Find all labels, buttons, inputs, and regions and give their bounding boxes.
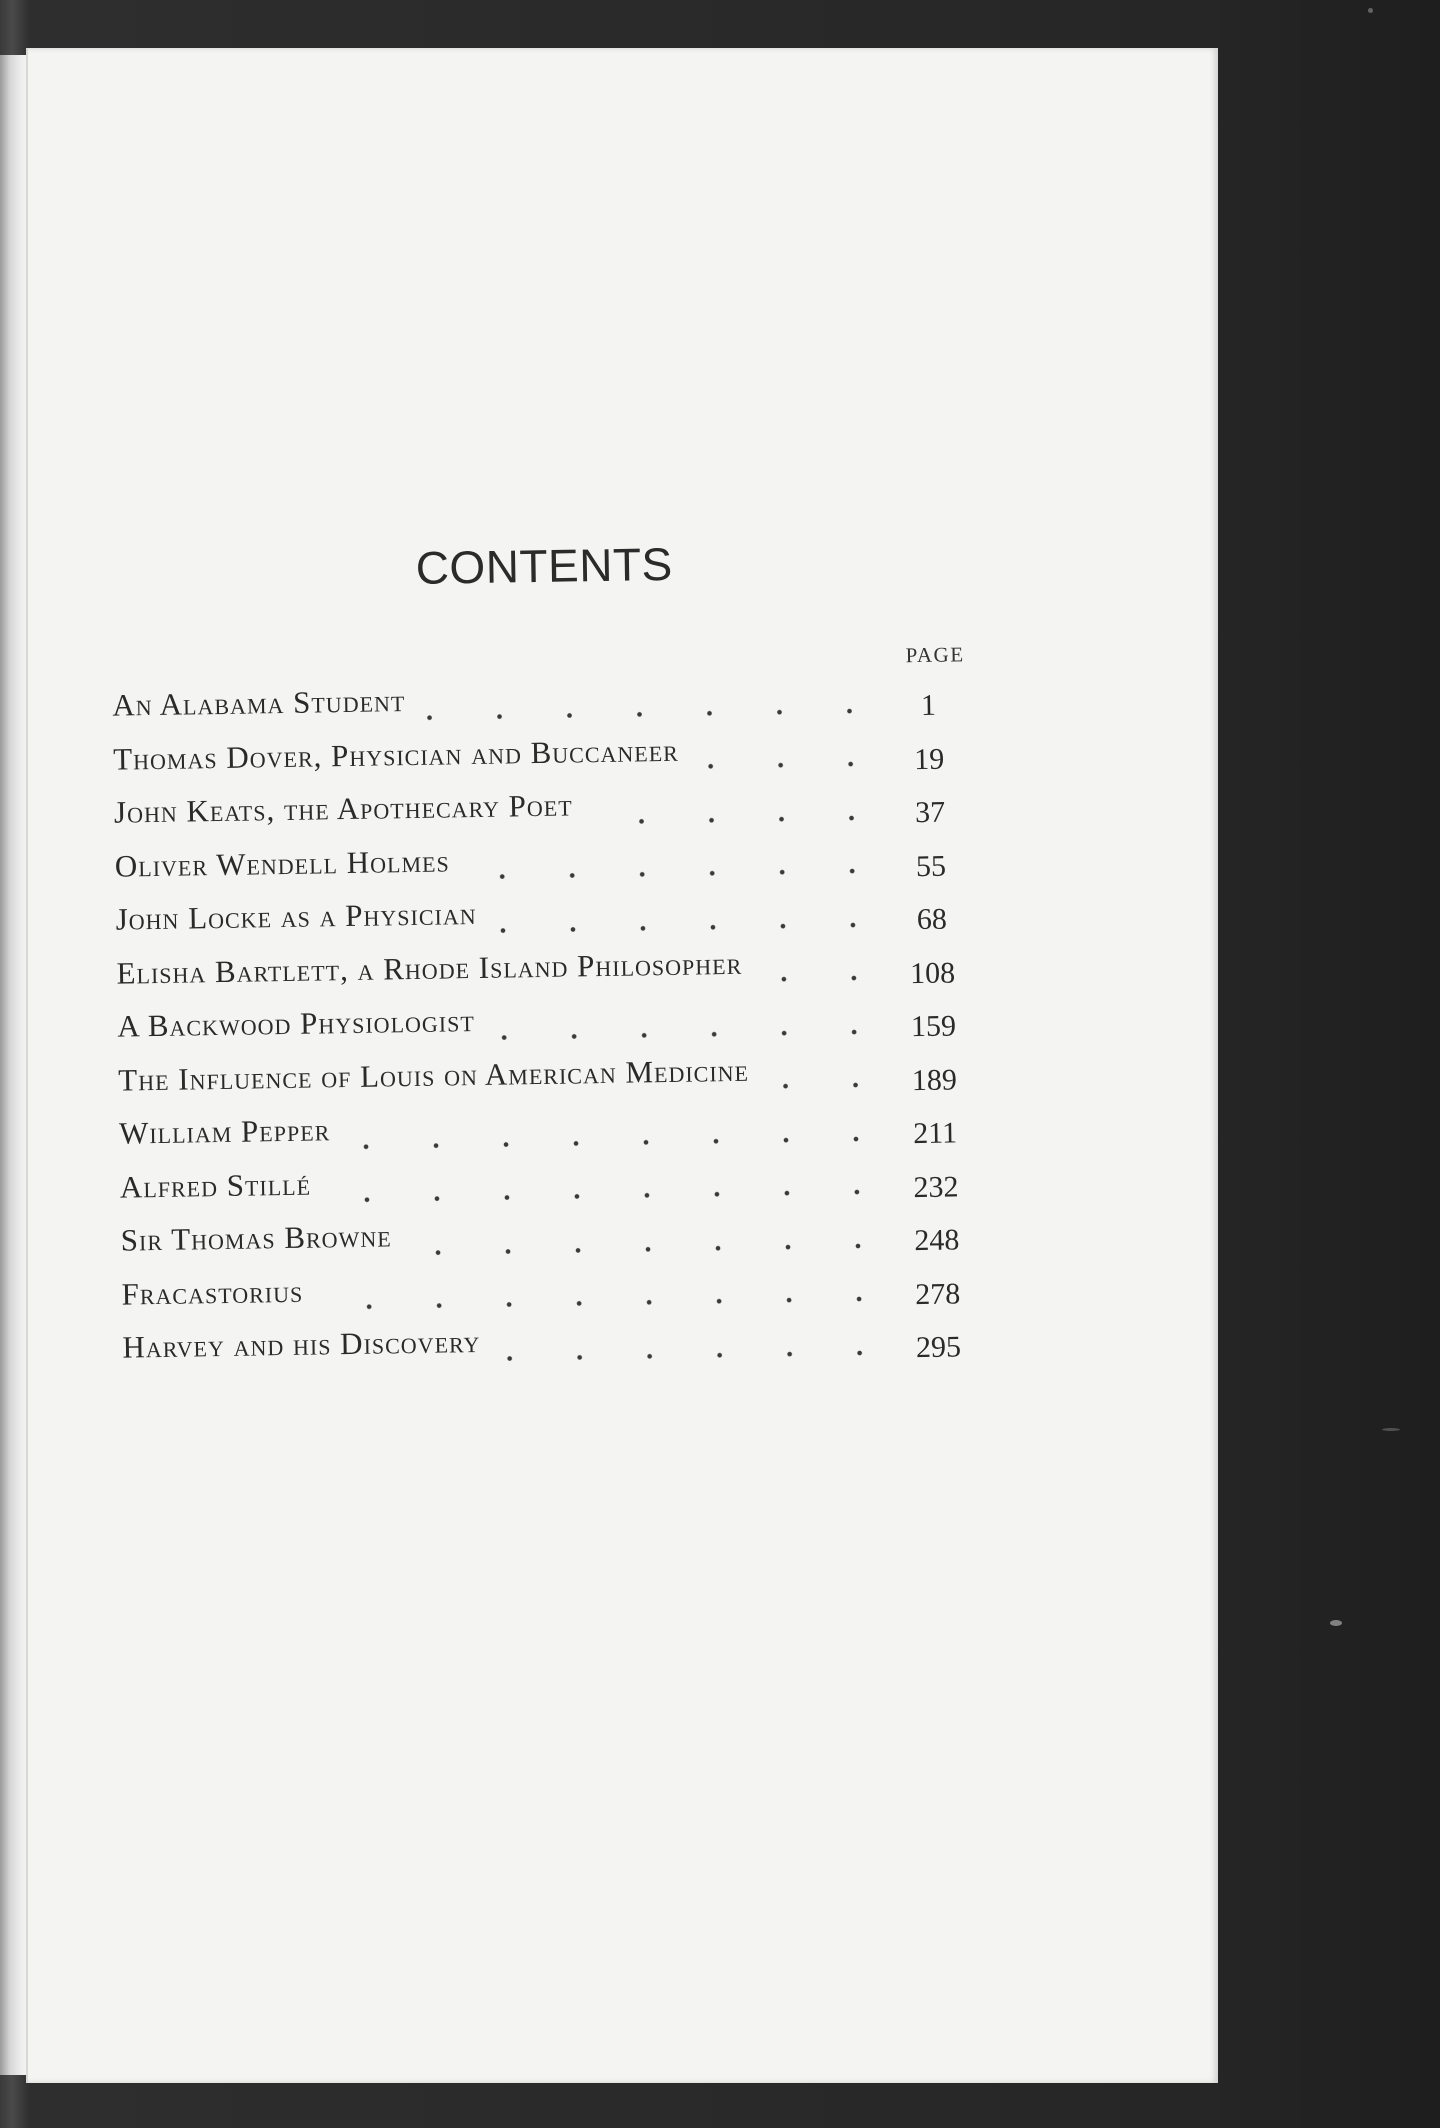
entry-title: An Alabama Student xyxy=(112,683,406,723)
entry-title: Fracastorius xyxy=(121,1273,304,1312)
entry-page-number: 295 xyxy=(915,1330,962,1365)
entry-page-number: 278 xyxy=(914,1276,961,1311)
entry-title: Thomas Dover, Physician and Buccaneer xyxy=(112,732,680,777)
entry-title: John Locke as a Physician xyxy=(115,895,477,937)
entry-page-number: 68 xyxy=(916,902,948,937)
entry-title: A Backwood Physiologist xyxy=(117,1003,476,1044)
contents-list xyxy=(112,674,969,1383)
dot-leader xyxy=(406,1240,893,1258)
entry-title: Oliver Wendell Holmes xyxy=(114,842,450,884)
dot-leader xyxy=(756,973,888,985)
entry-title: William Pepper xyxy=(118,1112,331,1151)
dot-leader xyxy=(587,812,886,827)
entry-page-number: 37 xyxy=(914,795,946,830)
dot-leader xyxy=(464,866,887,883)
entry-page-number: 232 xyxy=(913,1169,959,1204)
book-page xyxy=(26,48,1218,2083)
entry-title: John Keats, the Apothecary Poet xyxy=(113,787,573,830)
entry-title: Sir Thomas Browne xyxy=(120,1218,392,1258)
entry-page-number: 1 xyxy=(920,688,937,722)
entry-page-number: 108 xyxy=(909,955,956,990)
entry-title: Harvey and his Discovery xyxy=(122,1323,481,1365)
dust-speck xyxy=(1330,1620,1342,1626)
entry-title: Alfred Stillé xyxy=(119,1166,312,1205)
dust-speck xyxy=(1368,8,1373,13)
dot-leader xyxy=(344,1133,891,1152)
table-of-contents xyxy=(86,34,988,1448)
dot-leader xyxy=(491,919,888,935)
dust-speck xyxy=(1382,1428,1400,1431)
facing-page-edge xyxy=(0,55,28,2075)
dot-leader xyxy=(317,1294,893,1313)
entry-title: The Influence of Louis on American Medicine xyxy=(117,1052,750,1098)
dot-leader xyxy=(693,759,885,772)
entry-page-number: 19 xyxy=(914,742,945,776)
entry-page-number: 248 xyxy=(914,1223,960,1258)
dot-leader xyxy=(495,1347,895,1363)
dot-leader xyxy=(763,1080,890,1092)
dot-leader xyxy=(325,1187,892,1206)
entry-page-number: 211 xyxy=(912,1116,958,1151)
dot-leader xyxy=(419,705,884,722)
dot-leader xyxy=(489,1026,890,1042)
entry-title: Elisha Bartlett, a Rhode Island Philosopher xyxy=(116,945,743,991)
entry-page-number: 55 xyxy=(915,849,947,883)
page-title: CONTENTS xyxy=(415,537,674,594)
entry-page-number: 159 xyxy=(910,1009,957,1044)
page-column-label: PAGE xyxy=(905,642,965,668)
entry-page-number: 189 xyxy=(911,1062,958,1097)
